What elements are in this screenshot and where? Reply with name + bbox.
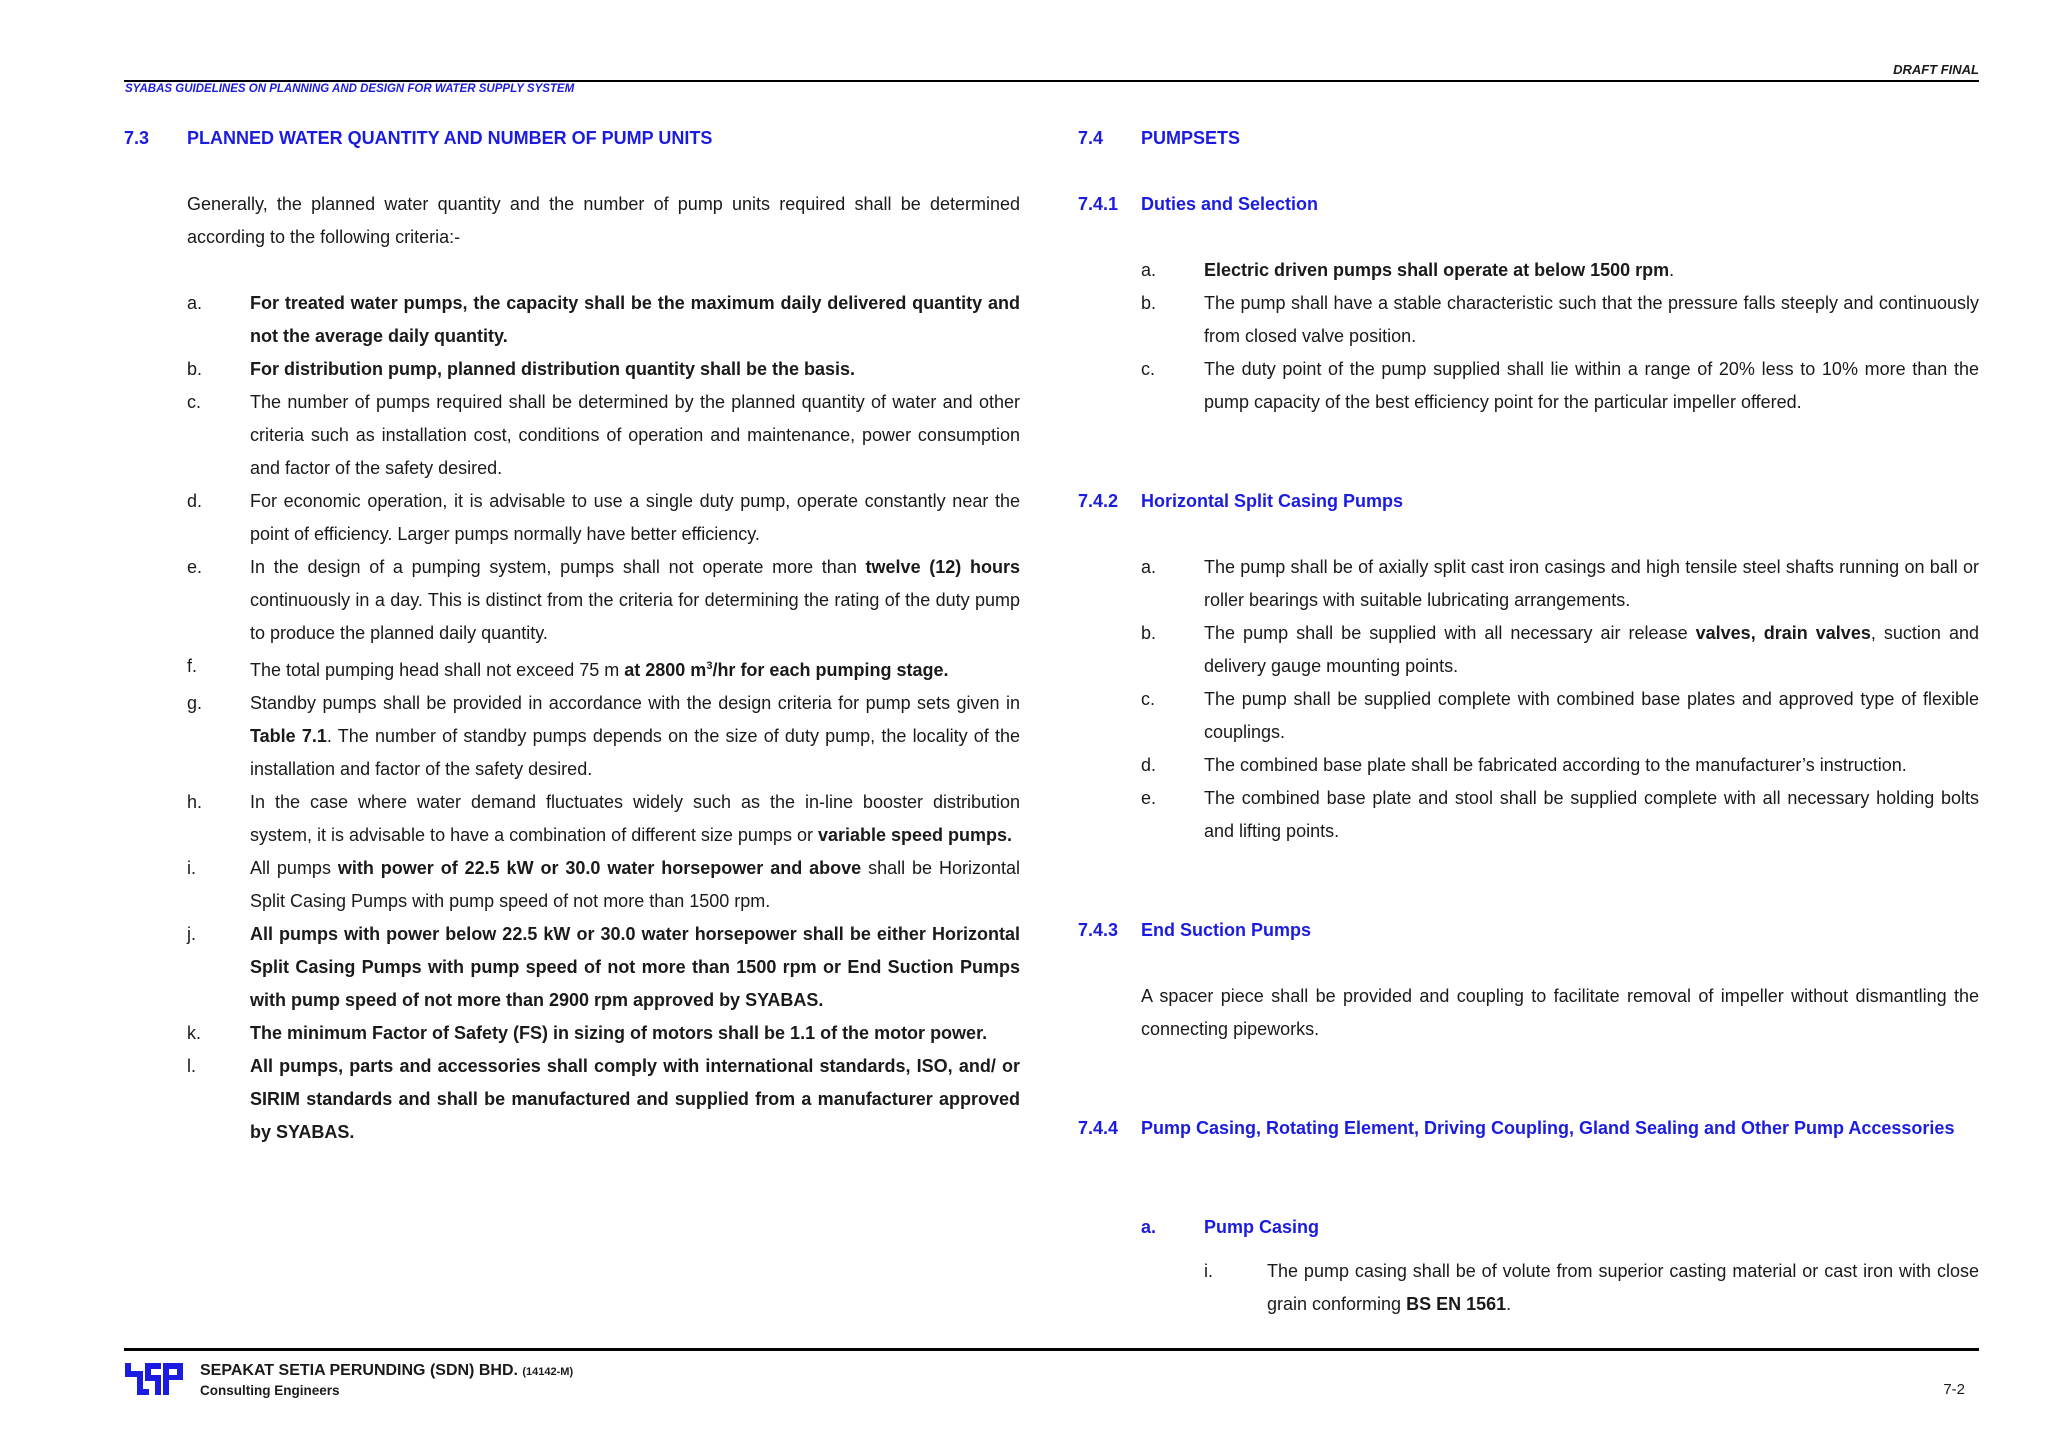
- list-item: [1078, 749, 1979, 782]
- item-text: All pumps, parts and accessories shall comply with international standards, ISO, and/ or SIRIM standards and shall be manufactured and supplied from a manufacturer approved by SYABAS.: [250, 1056, 1020, 1142]
- list-item: [1078, 287, 1979, 353]
- header-rule: [124, 80, 1979, 82]
- item-text: The pump shall be supplied with all necessary air release valves, drain valves, suction and delivery gauge mounting points.: [1204, 623, 1979, 676]
- section-heading-7-4: [1078, 122, 1979, 155]
- page-number: 7-2: [1943, 1381, 1965, 1398]
- section-title: Duties and Selection: [1141, 194, 1319, 214]
- item-label: a.: [1141, 260, 1157, 280]
- item-label: j.: [187, 924, 196, 944]
- item-text: Standby pumps shall be provided in accordance with the design criteria for pump sets given in Table 7.1. The number of standby pumps depends on the size of duty pump, the locality of the installation and factor of the safety desired.: [250, 693, 1020, 779]
- item-text: The pump casing shall be of volute from superior casting material or cast iron with close grain conforming BS EN 1561.: [1267, 1261, 1979, 1314]
- list-item: [1078, 254, 1979, 287]
- list-item: [124, 650, 1020, 687]
- item-label: b.: [1141, 293, 1157, 313]
- list-item: [124, 1017, 1020, 1050]
- section-heading-7-4-3: [1078, 914, 1979, 947]
- item-label: e.: [1141, 788, 1157, 808]
- company-subtitle: Consulting Engineers: [200, 1383, 340, 1398]
- list-item: [124, 551, 1020, 650]
- item-label: k.: [187, 1023, 202, 1043]
- item-text: For economic operation, it is advisable to use a single duty pump, operate constantly near the point of efficiency. Larger pumps normally have better efficiency.: [250, 491, 1020, 544]
- list-item: [124, 353, 1020, 386]
- section-number: 7.3: [124, 128, 150, 148]
- left-column: [124, 122, 1020, 1149]
- item-label: i.: [1204, 1261, 1213, 1281]
- document-title: SYABAS GUIDELINES ON PLANNING AND DESIGN FOR WATER SUPPLY SYSTEM: [125, 83, 575, 95]
- item-text: In the design of a pumping system, pumps shall not operate more than twelve (12) hours continuously in a day. This is distinct from the criteria for determining the rating of the duty pump to produce the planned daily quantity.: [250, 557, 1021, 643]
- section-heading-7-4-1: [1078, 188, 1979, 221]
- list-item: [1078, 1255, 1979, 1321]
- end-suction-paragraph: A spacer piece shall be provided and coupling to facilitate removal of impeller without dismantling the connecting pipeworks.: [1141, 986, 1979, 1039]
- registration-number: (14142-M): [522, 1366, 574, 1378]
- item-text: The duty point of the pump supplied shall lie within a range of 20% less to 10% more than the pump capacity of the best efficiency point for the particular impeller offered.: [1204, 359, 1979, 412]
- item-label: l.: [187, 1056, 196, 1076]
- company-logo: [125, 1363, 183, 1400]
- item-label: d.: [187, 491, 203, 511]
- item-label: c.: [1141, 689, 1156, 709]
- list-item: [124, 852, 1020, 918]
- item-text: All pumps with power of 22.5 kW or 30.0 water horsepower and above shall be Horizontal Split Casing Pumps with pump speed of not more than 1500 rpm.: [250, 858, 1020, 911]
- item-text: In the case where water demand fluctuates widely such as the in-line booster distribution system, it is advisable to have a combination of different size pumps or variable speed pumps.: [250, 792, 1020, 845]
- item-text: The combined base plate and stool shall be supplied complete with all necessary holding bolts and lifting points.: [1204, 788, 1979, 841]
- list-item: [1078, 353, 1979, 419]
- item-text: For treated water pumps, the capacity shall be the maximum daily delivered quantity and not the average daily quantity.: [250, 293, 1020, 346]
- item-text: For distribution pump, planned distribution quantity shall be the basis.: [250, 359, 856, 379]
- subheading-title: Pump Casing: [1204, 1217, 1320, 1237]
- item-label: e.: [187, 557, 203, 577]
- section-number: 7.4.4: [1078, 1118, 1119, 1138]
- intro-paragraph: Generally, the planned water quantity and the number of pump units required shall be determined according to the following criteria:-: [187, 194, 1020, 247]
- section-title: Pump Casing, Rotating Element, Driving Coupling, Gland Sealing and Other Pump Accessories: [1141, 1118, 1955, 1138]
- section-number: 7.4.3: [1078, 920, 1119, 940]
- item-label: g.: [187, 693, 203, 713]
- section-title: Horizontal Split Casing Pumps: [1141, 491, 1404, 511]
- item-text: All pumps with power below 22.5 kW or 30.0 water horsepower shall be either Horizontal Split Casing Pumps with pump speed of not more than 1500 rpm or End Suction Pumps with pump speed of not more than 2900 rpm approved by SYABAS.: [250, 924, 1020, 1010]
- subheading-pump-casing: [1078, 1211, 1979, 1244]
- item-text: The number of pumps required shall be determined by the planned quantity of water and other criteria such as installation cost, conditions of operation and maintenance, power consumption and factor of the safety desired.: [250, 392, 1020, 478]
- item-label: a.: [1141, 557, 1157, 577]
- item-label: b.: [1141, 623, 1157, 643]
- item-label: d.: [1141, 755, 1157, 775]
- list-item: [1078, 551, 1979, 617]
- item-label: c.: [1141, 359, 1156, 379]
- item-label: a.: [187, 293, 203, 313]
- list-item: [124, 1050, 1020, 1149]
- section-number: 7.4.2: [1078, 491, 1119, 511]
- subheading-label: a.: [1141, 1217, 1157, 1237]
- right-column: [1078, 122, 1979, 1321]
- list-item: [124, 786, 1020, 852]
- section-heading-7-4-4: [1078, 1112, 1979, 1178]
- section-title: End Suction Pumps: [1141, 920, 1312, 940]
- item-label: i.: [187, 858, 196, 878]
- item-label: h.: [187, 792, 203, 812]
- item-label: c.: [187, 392, 202, 412]
- list-item: [1078, 683, 1979, 749]
- section-heading-7-3: [124, 122, 1020, 155]
- section-number: 7.4.1: [1078, 194, 1119, 214]
- footer-rule: [124, 1348, 1979, 1351]
- list-item: [124, 386, 1020, 485]
- section-title: PUMPSETS: [1141, 128, 1241, 148]
- list-item: [124, 485, 1020, 551]
- list-item: [124, 687, 1020, 786]
- list-item: [1078, 617, 1979, 683]
- company-name: SEPAKAT SETIA PERUNDING (SDN) BHD. (14142-M): [200, 1362, 574, 1379]
- item-label: f.: [187, 656, 198, 676]
- list-item: [124, 918, 1020, 1017]
- item-text: The minimum Factor of Safety (FS) in sizing of motors shall be 1.1 of the motor power.: [250, 1023, 988, 1043]
- item-text: The total pumping head shall not exceed 75 m at 2800 $m^3/hr$ for each pumping stage.: [250, 660, 949, 680]
- item-text: The pump shall be of axially split cast iron casings and high tensile steel shafts running on ball or roller bearings with suitable lubricating arrangements.: [1204, 557, 1979, 610]
- section-title: PLANNED WATER QUANTITY AND NUMBER OF PUMP UNITS: [187, 128, 713, 148]
- item-text: The pump shall have a stable characteristic such that the pressure falls steeply and continuously from closed valve position.: [1204, 293, 1979, 346]
- draft-label: DRAFT FINAL: [1893, 62, 1979, 77]
- list-item: [1078, 782, 1979, 848]
- item-text: The pump shall be supplied complete with combined base plates and approved type of flexible couplings.: [1204, 689, 1979, 742]
- item-label: b.: [187, 359, 203, 379]
- section-heading-7-4-2: [1078, 485, 1979, 518]
- item-text: The combined base plate shall be fabricated according to the manufacturer’s instruction.: [1204, 755, 1907, 775]
- section-number: 7.4: [1078, 128, 1104, 148]
- item-text: Electric driven pumps shall operate at below 1500 rpm.: [1204, 260, 1675, 280]
- list-item: [124, 287, 1020, 353]
